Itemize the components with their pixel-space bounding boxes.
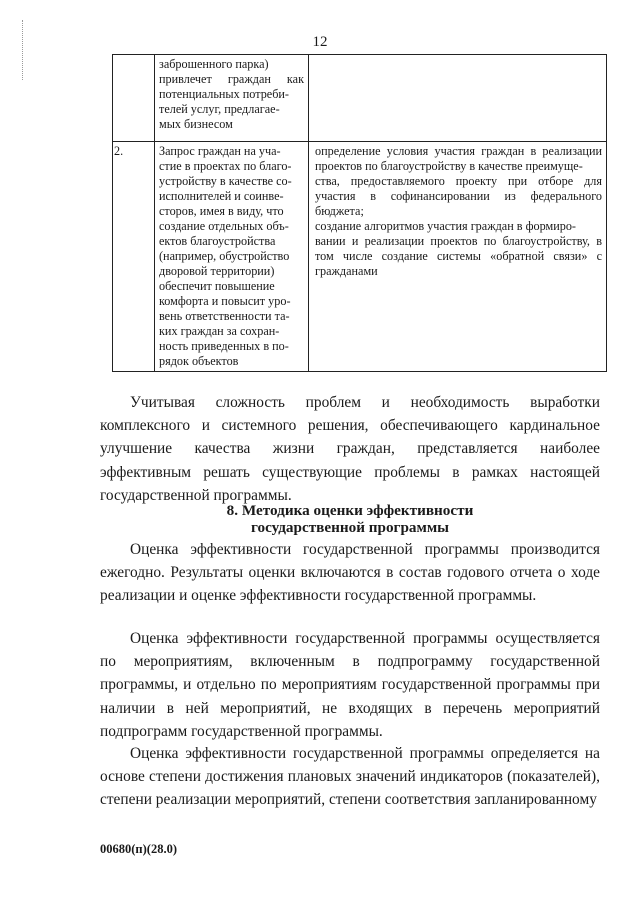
cell-line: ства, предоставляемого проекту при отборе для участия в софинансировании из федерального бюджета; [315, 174, 602, 218]
table-row [113, 142, 607, 372]
section-heading [100, 502, 600, 536]
cell-line: вании и реализации проектов по благоустройству, в том числе создание системы «обратной связи» с гражданами [315, 234, 602, 278]
measures-cell [309, 55, 607, 142]
paragraph-annual-evaluation: Оценка эффективности государственной программы производится ежегодно. Результаты оценки включаются в состав годового отчета о ходе реализации и оценке эффективности государственной программы. [100, 541, 600, 605]
page-number: 12 [312, 34, 328, 50]
cell-line: ектов благоустройства [159, 234, 276, 248]
cell-line: заброшенного парка) [159, 57, 269, 71]
cell-line: мых бизнесом [159, 117, 233, 131]
cell-line: сторов, имея в виду, что [159, 204, 284, 218]
section-heading-line: государственной программы [250, 519, 450, 536]
cell-line: создание отдельных объ- [159, 219, 289, 233]
cell-line: дворовой территории) [159, 264, 275, 278]
cell-line: стие в проектах по благо- [159, 159, 292, 173]
cell-line: вень ответственности та- [159, 309, 290, 323]
cell-line: Запрос граждан на уча- [159, 144, 281, 158]
row-number-cell [113, 55, 155, 142]
cell-line: (например, обустройство [159, 249, 290, 263]
cell-line: исполнителей и соинве- [159, 189, 284, 203]
cell-line: комфорта и повысит уро- [159, 294, 291, 308]
table-row [113, 55, 607, 142]
cell-line: создание алгоритмов участия граждан в формиро- [315, 219, 576, 233]
problem-description-cell [155, 142, 309, 372]
cell-line: ность приведенных в по- [159, 339, 289, 353]
measures-cell [309, 142, 607, 372]
paragraph-evaluation-basis: Оценка эффективности государственной программы определяется на основе степени достижения плановых значений индикаторов (показателей), степени реализации мероприятий, степени соответствия запланированному [100, 745, 600, 809]
cell-line: телей услуг, предлагае- [159, 102, 280, 116]
cell-line: устройству в качестве со- [159, 174, 292, 188]
section-heading-line: 8. Методика оценки эффективности [226, 502, 474, 519]
problem-description-cell [155, 55, 309, 142]
cell-line: привлечет граждан как потенциальных потреби- [159, 72, 304, 101]
cell-line: определение условия участия граждан в реализации проектов по благоустройству в качестве преимуще- [315, 144, 602, 173]
row-number-cell: 2. [113, 142, 155, 372]
cell-line: рядок объектов [159, 354, 239, 368]
cell-line: ких граждан за сохран- [159, 324, 280, 338]
cell-line: обеспечит повышение [159, 279, 275, 293]
document-code: 00680(п)(28.0) [100, 842, 177, 856]
paragraph-conclusion: Учитывая сложность проблем и необходимость выработки комплексного и системного решения, обеспечивающего кардинальное улучшение качества жизни граждан, представляется наиболее эффективным решать существующие проблемы в рамках настоящей государственной программы. [100, 394, 600, 504]
paragraph-evaluation-scope: Оценка эффективности государственной программы осуществляется по мероприятиям, включенным в подпрограмму государственной программы, и отдельно по мероприятиям государственной программы при наличии в ней мероприятий, не входящих в перечень мероприятий подпрограмм государственной программы. [100, 630, 600, 740]
measures-table [112, 54, 607, 372]
